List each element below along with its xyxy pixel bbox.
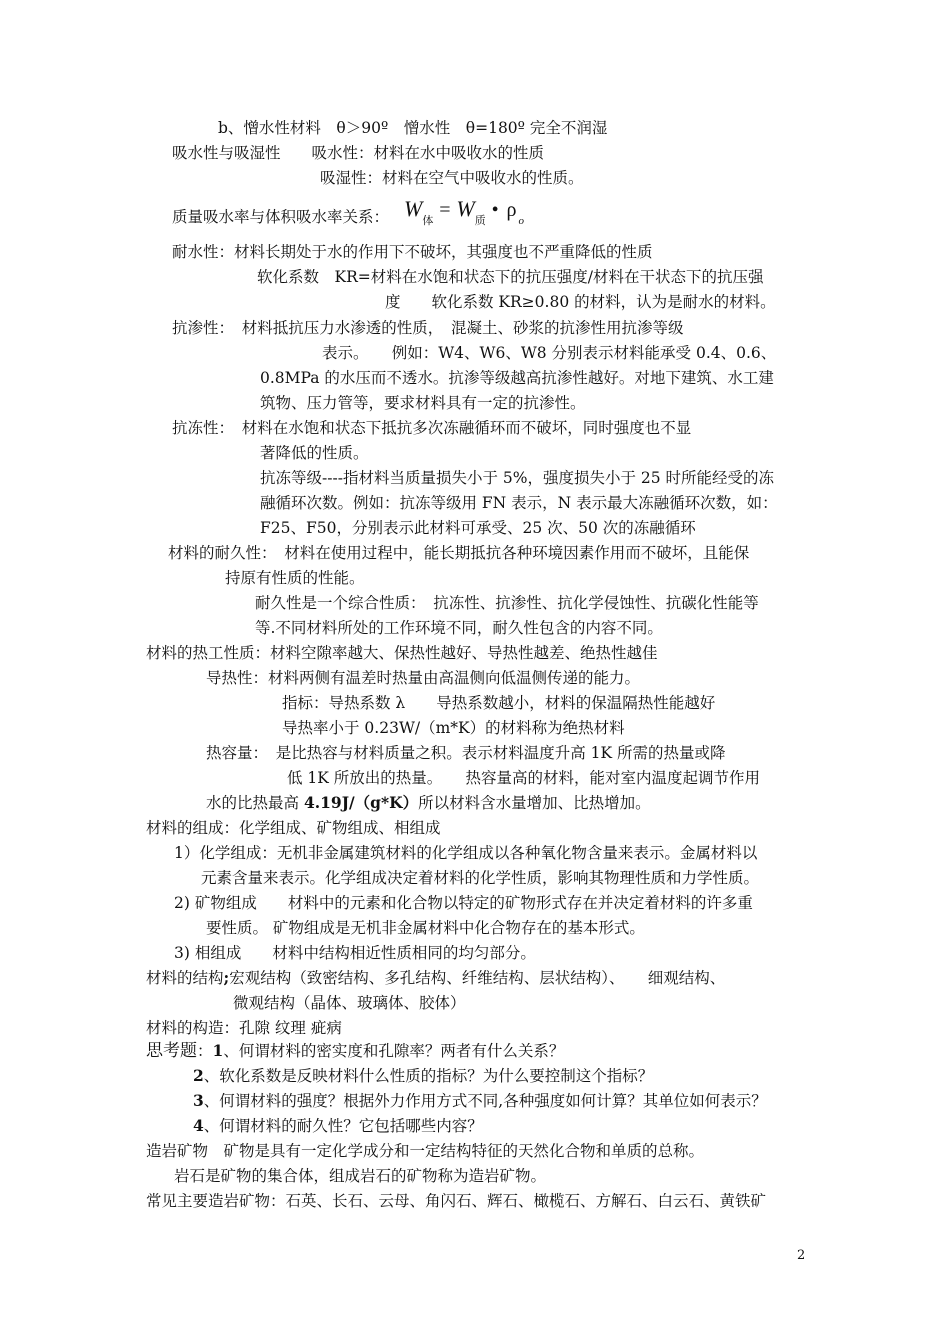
questions-colon: ： bbox=[197, 1042, 213, 1060]
text-line: 要性质。 矿物组成是无机非金属材料中化合物存在的基本形式。 bbox=[206, 919, 645, 937]
text-line: 抗冻等级----指材料当质量损失小于 5%，强度损失小于 25 时所能经受的冻 bbox=[260, 469, 775, 487]
question-number: 4 bbox=[193, 1116, 204, 1135]
structure-label: 材料的结构 bbox=[146, 969, 224, 987]
question-number: 1 bbox=[212, 1041, 224, 1060]
text-line: 质量吸水率与体积吸水率关系： bbox=[172, 208, 390, 226]
text-line: 筑物、压力管等，要求材料具有一定的抗渗性。 bbox=[260, 394, 586, 412]
text-line: 热容量： 是比热容与材料质量之积。表示材料温度升高 1K 所需的热量或降 bbox=[206, 744, 726, 762]
text-line: 元素含量来表示。化学组成决定着材料的化学性质，影响其物理性质和力学性质。 bbox=[201, 869, 760, 887]
text-line: 导热率小于 0.23W/（m*K）的材料称为绝热材料 bbox=[282, 719, 625, 737]
question-line bbox=[193, 1065, 653, 1087]
text-line: 材料的耐久性： 材料在使用过程中，能长期抵抗各种环境因素作用而不破坏，且能保 bbox=[168, 544, 750, 562]
specific-heat-rest: 所以材料含水量增加、比热增加。 bbox=[418, 794, 651, 812]
text-line: 材料的构造：孔隙 纹理 疵病 bbox=[146, 1019, 342, 1037]
text-line: 岩石是矿物的集合体，组成岩石的矿物称为造岩矿物。 bbox=[174, 1167, 547, 1185]
text-line: 耐水性：材料长期处于水的作用下不破坏，其强度也不严重降低的性质 bbox=[172, 243, 653, 261]
text-line: 持原有性质的性能。 bbox=[225, 569, 365, 587]
text-line: 抗冻性： 材料在水饱和状态下抵抗多次冻融循环而不破坏，同时强度也不显 bbox=[172, 419, 692, 437]
text-line: 3) 相组成 材料中结构相近性质相同的均匀部分。 bbox=[174, 944, 536, 962]
specific-heat-value: 4.19J/（g*K） bbox=[303, 793, 419, 812]
text-line: 0.8MPa 的水压而不透水。抗渗等级越高抗渗性越好。对地下建筑、水工建 bbox=[260, 369, 774, 387]
text-line: b、憎水性材料 θ＞90º 憎水性 θ=180º 完全不润湿 bbox=[218, 119, 608, 137]
text-line: F25、F50，分别表示此材料可承受、25 次、50 次的冻融循环 bbox=[260, 519, 696, 537]
text-line: 微观结构（晶体、玻璃体、胶体） bbox=[233, 994, 466, 1012]
question-line bbox=[146, 1040, 564, 1062]
structure-text: 宏观结构（致密结构、多孔结构、纤维结构、层状结构）、 细观结构、 bbox=[229, 969, 726, 987]
text-line: 等.不同材料所处的工作环境不同，耐久性包含的内容不同。 bbox=[255, 619, 663, 637]
question-line bbox=[193, 1090, 767, 1112]
text-line bbox=[206, 792, 651, 814]
text-line: 材料的热工性质：材料空隙率越大、保热性越好、导热性越差、绝热性越佳 bbox=[146, 644, 658, 662]
question-number: 3 bbox=[193, 1091, 204, 1110]
text-line: 指标：导热系数 λ 导热系数越小，材料的保温隔热性能越好 bbox=[282, 694, 716, 712]
question-number: 2 bbox=[193, 1066, 204, 1085]
text-line: 低 1K 所放出的热量。 热容量高的材料，能对室内温度起调节作用 bbox=[287, 769, 761, 787]
question-text: 、何谓材料的耐久性？它包括哪些内容？ bbox=[203, 1117, 483, 1135]
text-line: 度 软化系数 KR≥0.80 的材料，认为是耐水的材料。 bbox=[385, 293, 776, 311]
specific-heat-prefix: 水的比热最高 bbox=[206, 794, 304, 812]
question-text: 、何谓材料的密实度和孔隙率？两者有什么关系？ bbox=[223, 1042, 565, 1060]
text-line: 表示。 例如：W4、W6、W8 分别表示材料能承受 0.4、0.6、 bbox=[322, 344, 777, 362]
text-line: 软化系数 KR=材料在水饱和状态下的抗压强度/材料在干状态下的抗压强 bbox=[257, 268, 764, 286]
text-line: 著降低的性质。 bbox=[260, 444, 369, 462]
text-line: 融循环次数。例如：抗冻等级用 FN 表示，N 表示最大冻融循环次数，如： bbox=[260, 494, 778, 512]
structure-semicolon: ; bbox=[223, 968, 230, 987]
text-line: 1）化学组成：无机非金属建筑材料的化学组成以各种氧化物含量来表示。金属材料以 bbox=[174, 844, 758, 862]
text-line: 抗渗性： 材料抵抗压力水渗透的性质， 混凝土、砂浆的抗渗性用抗渗等级 bbox=[172, 319, 684, 337]
question-text: 、何谓材料的强度？根据外力作用方式不同,各种强度如何计算？其单位如何表示？ bbox=[203, 1092, 767, 1110]
text-line: 耐久性是一个综合性质： 抗冻性、抗渗性、抗化学侵蚀性、抗碳化性能等 bbox=[255, 594, 759, 612]
water-absorption-formula: $W_体 = W_质$ • ρ $_o$ bbox=[404, 196, 524, 227]
text-line bbox=[146, 967, 725, 989]
text-line: 吸水性与吸湿性 吸水性：材料在水中吸收水的性质 bbox=[172, 144, 545, 162]
question-text: 、软化系数是反映材料什么性质的指标？为什么要控制这个指标？ bbox=[203, 1067, 654, 1085]
text-line: 导热性：材料两侧有温差时热量由高温侧向低温侧传递的能力。 bbox=[206, 669, 641, 687]
text-line: 材料的组成：化学组成、矿物组成、相组成 bbox=[146, 819, 441, 837]
text-line: 2) 矿物组成 材料中的元素和化合物以特定的矿物形式存在并决定着材料的许多重 bbox=[174, 894, 753, 912]
question-line bbox=[193, 1115, 483, 1137]
page-number: 2 bbox=[797, 1248, 806, 1263]
text-line: 吸湿性：材料在空气中吸收水的性质。 bbox=[320, 169, 584, 187]
questions-label: 思考题 bbox=[146, 1041, 197, 1061]
text-line: 造岩矿物 矿物是具有一定化学成分和一定结构特征的天然化合物和单质的总称。 bbox=[146, 1142, 705, 1160]
text-line: 常见主要造岩矿物：石英、长石、云母、角闪石、辉石、橄榄石、方解石、白云石、黄铁矿 bbox=[146, 1192, 767, 1210]
